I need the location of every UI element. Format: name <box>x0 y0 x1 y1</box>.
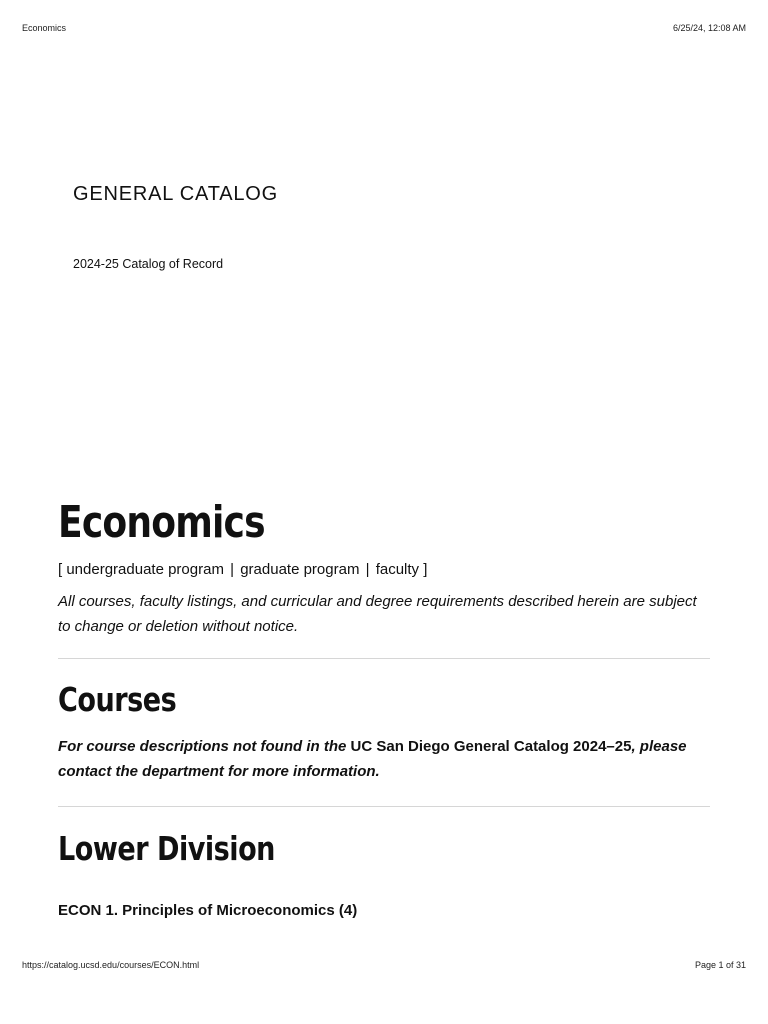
main-content <box>58 492 710 919</box>
section-divider <box>58 806 710 807</box>
bracket-open: [ <box>58 561 63 578</box>
catalog-of-record-subtitle: 2024-25 Catalog of Record <box>73 257 224 271</box>
print-footer <box>22 960 746 970</box>
print-header-datetime: 6/25/24, 12:08 AM <box>672 23 746 33</box>
lower-division-heading: Lower Division <box>58 829 275 868</box>
course-description-note <box>58 734 710 784</box>
disclaimer-text: All courses, faculty listings, and curricular and degree requirements described herein are subject to change or deletion without notice. <box>58 593 697 635</box>
page-title: Economics <box>58 497 265 548</box>
general-catalog-reference: UC San Diego General Catalog 2024–25 <box>350 738 632 755</box>
general-catalog-title: GENERAL CATALOG <box>73 183 279 205</box>
bracket-close: ] <box>423 561 428 578</box>
note-text-after: , please contact the department for more information. <box>58 738 687 780</box>
print-footer-url: https://catalog.ucsd.edu/courses/ECON.html <box>22 960 200 970</box>
course-title-econ-1: ECON 1. Principles of Microeconomics (4) <box>58 902 358 919</box>
undergraduate-program-link[interactable]: undergraduate program <box>66 561 224 578</box>
link-separator: | <box>365 561 370 578</box>
graduate-program-link[interactable]: graduate program <box>240 561 360 578</box>
link-separator: | <box>230 561 235 578</box>
section-divider <box>58 658 710 659</box>
courses-heading: Courses <box>58 680 177 719</box>
note-text-before: For course descriptions not found in the <box>58 738 351 755</box>
print-header-title: Economics <box>22 23 67 33</box>
print-header <box>22 23 746 33</box>
faculty-link[interactable]: faculty <box>375 561 420 578</box>
print-footer-page-number: Page 1 of 31 <box>694 960 746 970</box>
program-links <box>58 560 710 580</box>
